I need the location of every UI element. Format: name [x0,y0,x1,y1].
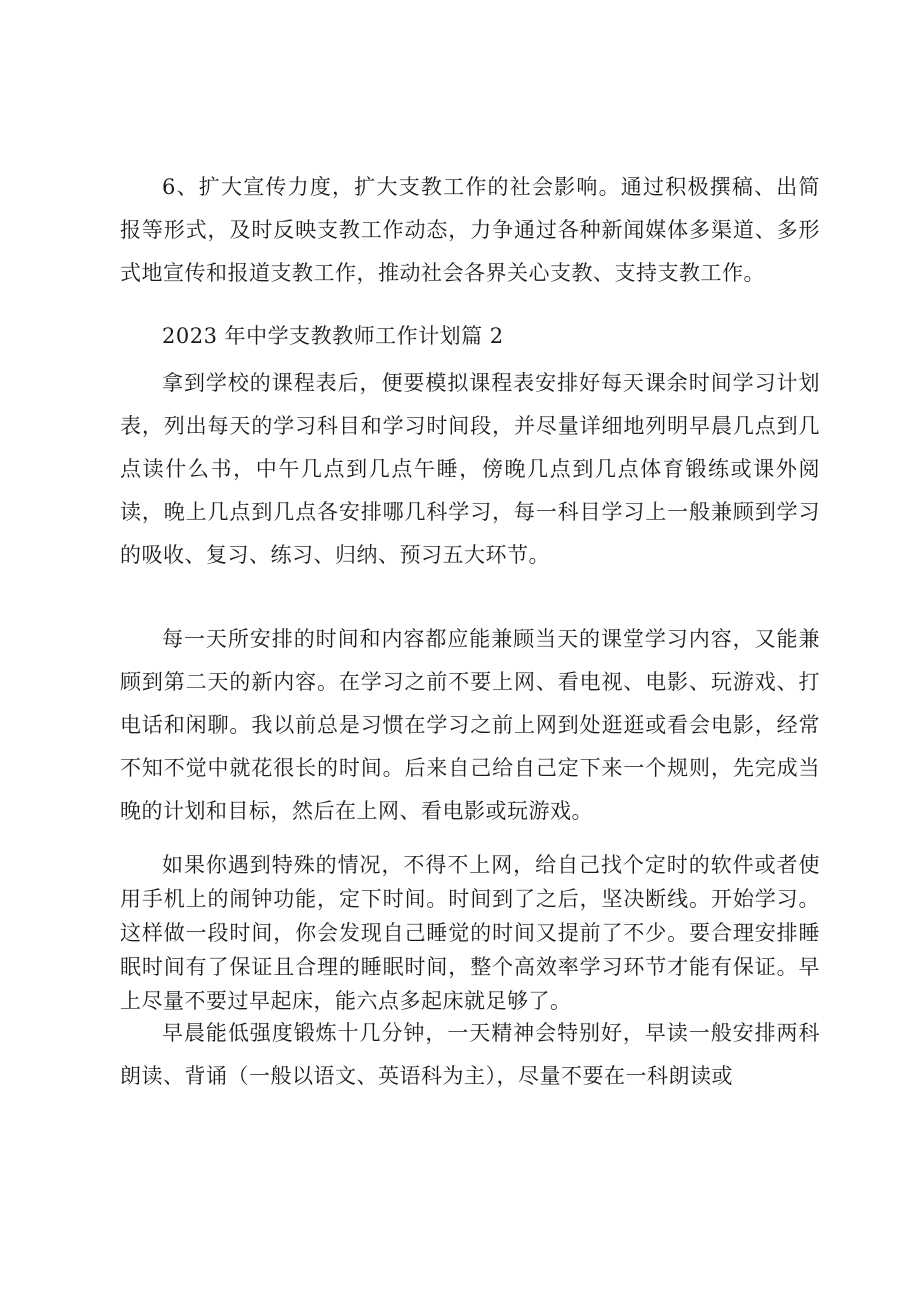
paragraph-daily-plan: 每一天所安排的时间和内容都应能兼顾当天的课堂学习内容，又能兼顾到第二天的新内容。在学习之前不要上网、看电视、电影、玩游戏、打电话和闲聊。我以前总是习惯在学习之前上网到处逛逛或看会电影，经常不知不觉中就花很长的时间。后来自己给自己定下来一个规则，先完成当晚的计划和目标，然后在上网、看电影或玩游戏。 [120,627,820,823]
section-heading: 2023 年中学支教教师工作计划篇 2 [162,324,504,348]
paragraph-morning: 早晨能低强度锻炼十几分钟，一天精神会特别好，早读一般安排两科朗读、背诵（一般以语文、英语科为主），尽量不要在一科朗读或 [120,1021,820,1088]
paragraph-schedule: 拿到学校的课程表后，便要模拟课程表安排好每天课余时间学习计划表，列出每天的学习科目和学习时间段，并尽量详细地列明早晨几点到几点读什么书，中午几点到几点午睡，傍晚几点到几点体育锻练或课外阅读，晚上几点到几点各安排哪几科学习，每一科目学习上一般兼顾到学习的吸收、复习、练习、归纳、预习五大环节。 [120,371,820,567]
paragraph-special-situation: 如果你遇到特殊的情况，不得不上网，给自己找个定时的软件或者使用手机上的闹钟功能，定下时间。时间到了之后，坚决断线。开始学习。这样做一段时间，你会发现自己睡觉的时间又提前了不少。要合理安排睡眠时间有了保证且合理的睡眠时间，整个高效率学习环节才能有保证。早上尽量不要过早起床，能六点多起床就足够了。 [120,853,820,1013]
paragraph-publicity: 6、扩大宣传力度，扩大支教工作的社会影响。通过积极撰稿、出简报等形式，及时反映支教工作动态，力争通过各种新闻媒体多渠道、多形式地宣传和报道支教工作，推动社会各界关心支教、支持支教工作。 [120,175,820,285]
